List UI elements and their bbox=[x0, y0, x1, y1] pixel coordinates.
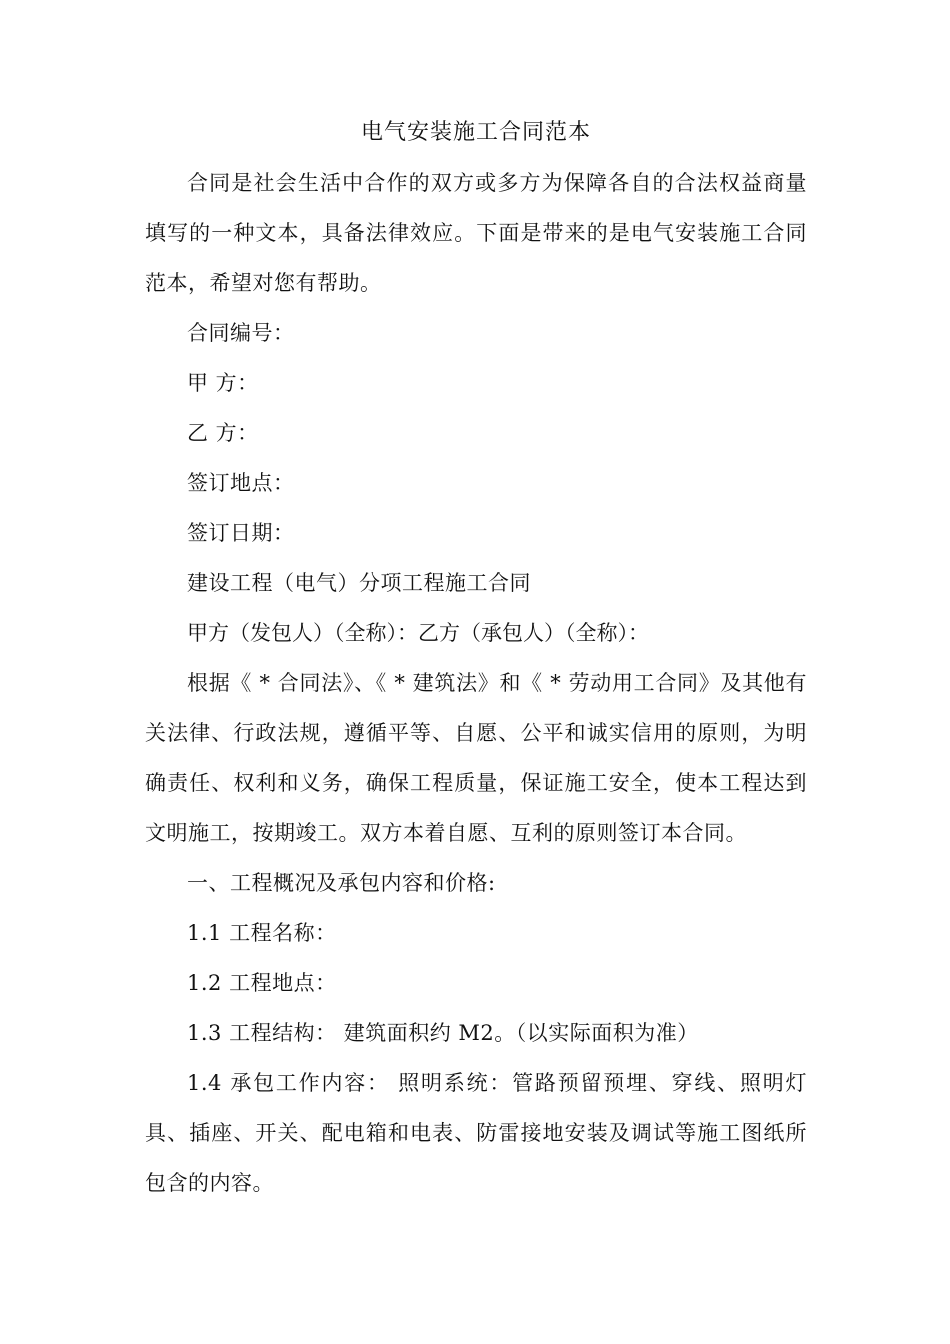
clause-1-4: 1.4 承包工作内容： 照明系统：管路预留预埋、穿线、照明灯具、插座、开关、配电箱和电表、防雷接地安装及调试等施工图纸所包含的内容。 bbox=[145, 1071, 807, 1195]
clause-1-2: 1.2 工程地点： bbox=[187, 971, 337, 995]
section-one-heading: 一、工程概况及承包内容和价格: bbox=[187, 871, 496, 895]
parties-full-name-line: 甲方（发包人）（全称）：乙方（承包人）（全称）： bbox=[187, 621, 649, 645]
document-page bbox=[145, 108, 807, 1208]
party-a-label: 甲 方： bbox=[187, 371, 259, 395]
contract-subtitle: 建设工程（电气）分项工程施工合同 bbox=[187, 571, 531, 595]
contract-number-label: 合同编号： bbox=[187, 321, 295, 345]
document-title: 电气安装施工合同范本 bbox=[360, 120, 591, 145]
intro-paragraph: 合同是社会生活中合作的双方或多方为保障各自的合法权益商量填写的一种文本，具备法律效应。下面是带来的是电气安装施工合同范本，希望对您有帮助。 bbox=[145, 171, 807, 295]
signing-place-label: 签订地点： bbox=[187, 471, 295, 495]
party-b-label: 乙 方： bbox=[187, 421, 259, 445]
clause-1-1: 1.1 工程名称： bbox=[187, 921, 337, 945]
legal-basis-paragraph: 根据《 * 合同法》、《 * 建筑法》和《 * 劳动用工合同》及其他有关法律、行政法规，遵循平等、自愿、公平和诚实信用的原则，为明确责任、权利和义务，确保工程质量，保证施工安全，使本工程达到文明施工，按期竣工。双方本着自愿、互利的原则签订本合同。 bbox=[145, 671, 807, 845]
clause-1-3: 1.3 工程结构： 建筑面积约 M2。（以实际面积为准） bbox=[187, 1021, 699, 1045]
signing-date-label: 签订日期： bbox=[187, 521, 295, 545]
